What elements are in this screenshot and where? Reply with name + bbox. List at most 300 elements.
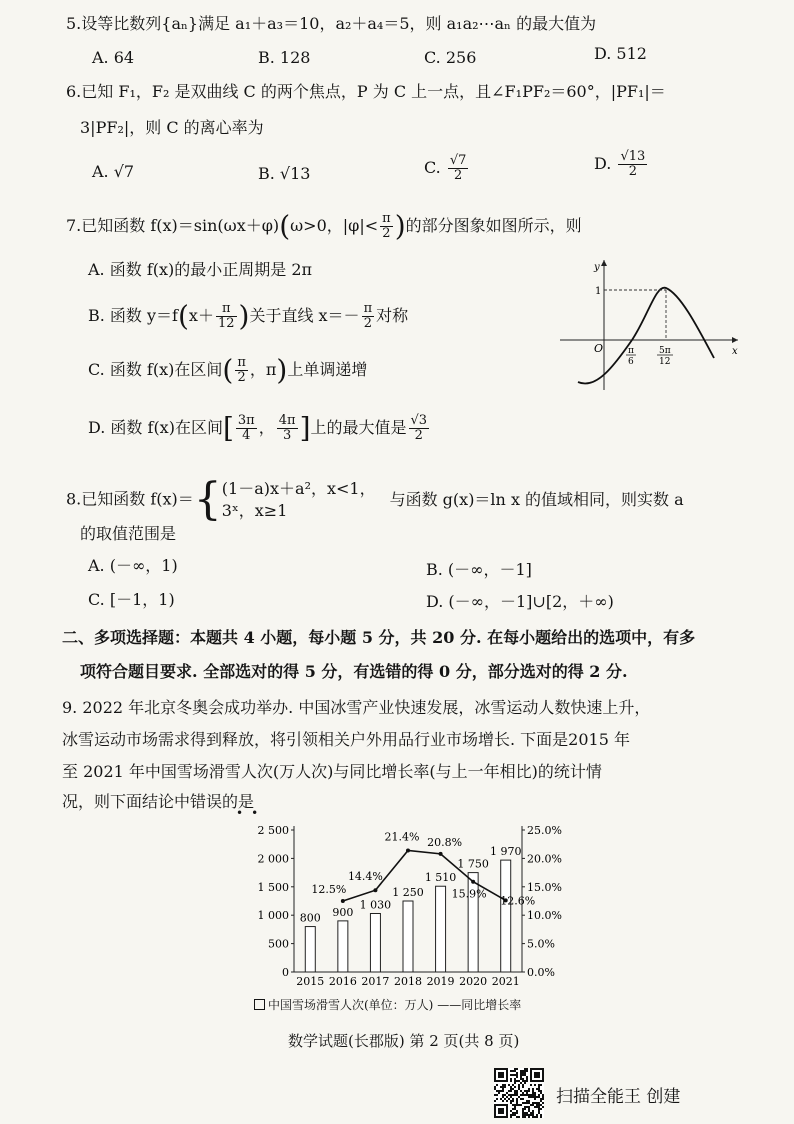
q8-case1: (1－a)x＋a²，x<1，: [221, 479, 376, 498]
q6-option-c-letter: C.: [424, 158, 441, 177]
q9-line2: 冰雪运动市场需求得到释放，将引领相关户外用品行业市场增长. 下面是2015 年: [62, 730, 630, 749]
qr-module: [526, 1068, 528, 1070]
qr-module: [508, 1094, 510, 1096]
q9-line1: 9. 2022 年北京冬奥会成功举办. 中国冰雪产业快速发展，冰雪运动人数快速上升，: [62, 698, 651, 717]
qr-module: [520, 1090, 522, 1092]
bar: [501, 860, 511, 972]
q6-stem-line2: 3|PF₂|，则 C 的离心率为: [80, 118, 264, 137]
qr-module: [520, 1070, 522, 1072]
qr-module: [524, 1114, 526, 1116]
qr-module: [526, 1090, 528, 1092]
q7-b-num: π: [216, 302, 237, 317]
qr-module: [528, 1088, 530, 1090]
q7-sine-graph: [556, 254, 742, 394]
qr-module: [514, 1094, 516, 1096]
qr-module: [540, 1116, 542, 1118]
qr-module: [510, 1110, 512, 1112]
q7-graph-y-label: y: [594, 262, 600, 273]
qr-module: [540, 1098, 542, 1100]
bar: [338, 921, 348, 972]
qr-module: [532, 1116, 534, 1118]
qr-module: [512, 1094, 514, 1096]
bar-value-label: 800: [299, 911, 321, 925]
qr-module: [508, 1098, 510, 1100]
q7-stem-cond: ω>0，|φ|<: [290, 216, 379, 235]
right-tick-label: 20.0%: [527, 852, 562, 866]
left-tick-label: 0: [282, 966, 289, 979]
qr-module: [526, 1112, 528, 1114]
bar-value-label: 1 510: [424, 871, 457, 885]
qr-module: [514, 1106, 516, 1108]
left-tick-label: 1 000: [257, 909, 289, 923]
qr-module: [516, 1076, 518, 1078]
x-tick-label: 2015: [296, 975, 325, 988]
qr-module: [522, 1102, 524, 1104]
qr-module: [540, 1084, 542, 1086]
qr-module: [526, 1076, 528, 1078]
qr-module: [528, 1106, 530, 1108]
qr-module: [512, 1104, 514, 1106]
qr-finder-inner: [534, 1072, 540, 1078]
qr-module: [526, 1100, 528, 1102]
qr-module: [518, 1104, 520, 1106]
q7-b-x-den: 2: [363, 316, 372, 331]
q6-option-d-num: √13: [620, 149, 646, 164]
q5-option-d: D. 512: [594, 44, 647, 63]
qr-module: [534, 1092, 536, 1094]
qr-module: [530, 1112, 532, 1114]
q7-d-bracket-right: ]: [299, 411, 311, 445]
qr-module: [522, 1072, 524, 1074]
qr-module: [502, 1090, 504, 1092]
bar-value-label: 1 750: [457, 857, 489, 871]
bar: [436, 886, 446, 972]
qr-module: [502, 1086, 504, 1088]
q7-stem-post: 的部分图象如图所示，则: [405, 216, 582, 235]
qr-module: [516, 1098, 518, 1100]
qr-finder-inner: [498, 1108, 504, 1114]
q7-option-d-mid: 上的最大值是: [310, 418, 407, 437]
left-tick-label: 500: [268, 937, 289, 951]
q5-option-c: C. 256: [424, 48, 477, 67]
left-tick-label: 1 500: [257, 880, 289, 894]
qr-module: [532, 1088, 534, 1090]
q6-option-a: A. √7: [92, 162, 135, 181]
growth-rate-point: [341, 899, 345, 903]
q7-graph-x2-num: 5π: [659, 346, 671, 356]
qr-module: [502, 1088, 504, 1090]
qr-module: [530, 1096, 532, 1098]
qr-module: [510, 1070, 512, 1072]
growth-rate-point: [471, 880, 475, 884]
qr-module: [542, 1098, 544, 1100]
right-tick-label: 25.0%: [527, 824, 562, 837]
qr-module: [540, 1092, 542, 1094]
qr-module: [514, 1092, 516, 1094]
qr-module: [510, 1074, 512, 1076]
qr-module: [542, 1106, 544, 1108]
qr-module: [526, 1080, 528, 1082]
q6-option-c-num: √7: [449, 153, 467, 168]
q7-graph-max-label: 1: [595, 286, 602, 297]
qr-module: [494, 1094, 496, 1096]
qr-module: [530, 1104, 532, 1106]
growth-rate-label: 15.9%: [451, 887, 487, 901]
q8-stem-post: 与函数 g(x)＝ln x 的值域相同，则实数 a: [389, 489, 684, 509]
qr-module: [504, 1094, 506, 1096]
q8-stem-pre: 8.已知函数 f(x)＝: [66, 489, 194, 509]
qr-module: [536, 1114, 538, 1116]
qr-module: [538, 1110, 540, 1112]
qr-module: [524, 1108, 526, 1110]
qr-module: [534, 1094, 536, 1096]
qr-module: [542, 1102, 544, 1104]
qr-module: [512, 1108, 514, 1110]
qr-module: [540, 1090, 542, 1092]
qr-module: [510, 1102, 512, 1104]
q7-c-fraction: [235, 356, 248, 385]
qr-module: [522, 1092, 524, 1094]
q7-option-c: [88, 353, 368, 387]
qr-module: [534, 1096, 536, 1098]
qr-module: [524, 1074, 526, 1076]
right-tick-label: 10.0%: [527, 909, 562, 923]
x-tick-label: 2018: [394, 975, 422, 988]
qr-module: [496, 1084, 498, 1086]
q7-c-num: π: [237, 355, 246, 370]
qr-module: [532, 1102, 534, 1104]
q7-d-bracket-left: [: [222, 411, 234, 445]
q7-d-v-num: √3: [410, 413, 428, 428]
qr-module: [540, 1100, 542, 1102]
q7-paren-left: (: [279, 209, 291, 243]
qr-module: [520, 1098, 522, 1100]
qr-module: [520, 1072, 522, 1074]
qr-module: [510, 1090, 512, 1092]
qr-module: [528, 1108, 530, 1110]
qr-module: [504, 1084, 506, 1086]
qr-module: [530, 1094, 532, 1096]
q7-graph-x2-den: 12: [659, 357, 671, 367]
qr-module: [538, 1084, 540, 1086]
growth-rate-label: 14.4%: [347, 870, 383, 884]
q7-graph-x-label: x: [732, 346, 738, 357]
q7-c-paren-right: ): [276, 353, 288, 387]
q7-b-paren-right: ): [238, 299, 250, 333]
q7-d-b-num: 4π: [278, 413, 296, 428]
qr-module: [522, 1114, 524, 1116]
qr-module: [540, 1104, 542, 1106]
qr-module: [496, 1098, 498, 1100]
section2-heading-line2: 项符合题目要求. 全部选对的得 5 分，有选错的得 0 分，部分选对的得 2 分.: [80, 662, 628, 681]
bar-value-label: 1 030: [359, 898, 392, 912]
q7-d-a-fraction: [236, 414, 257, 443]
q7-option-d-pre: D. 函数 f(x)在区间: [88, 418, 223, 437]
qr-module: [522, 1078, 524, 1080]
qr-module: [506, 1100, 508, 1102]
qr-module: [532, 1092, 534, 1094]
qr-module: [524, 1070, 526, 1072]
qr-module: [532, 1090, 534, 1092]
qr-module: [522, 1116, 524, 1118]
x-tick-label: 2021: [491, 975, 520, 988]
qr-module: [528, 1116, 530, 1118]
qr-module: [532, 1094, 534, 1096]
qr-module: [522, 1108, 524, 1110]
qr-module: [514, 1114, 516, 1116]
qr-module: [512, 1084, 514, 1086]
x-tick-label: 2016: [328, 975, 357, 988]
qr-module: [526, 1070, 528, 1072]
q7-d-v-fraction: [409, 414, 430, 443]
qr-module: [520, 1076, 522, 1078]
qr-module: [534, 1106, 536, 1108]
qr-module: [532, 1114, 534, 1116]
qr-module: [518, 1096, 520, 1098]
qr-module: [538, 1112, 540, 1114]
growth-rate-point: [406, 848, 410, 852]
qr-module: [512, 1070, 514, 1072]
qr-module: [528, 1102, 530, 1104]
q7-graph-origin: O: [594, 342, 604, 355]
qr-module: [538, 1106, 540, 1108]
qr-module: [524, 1068, 526, 1070]
q7-paren-right: ): [394, 209, 406, 243]
qr-module: [520, 1082, 522, 1084]
qr-module: [510, 1096, 512, 1098]
qr-module: [532, 1096, 534, 1098]
right-tick-label: 0.0%: [527, 966, 555, 979]
qr-module: [524, 1090, 526, 1092]
qr-module: [522, 1098, 524, 1100]
qr-module: [502, 1096, 504, 1098]
growth-rate-label: 20.8%: [427, 835, 463, 849]
qr-module: [532, 1112, 534, 1114]
x-tick-label: 2020: [459, 975, 488, 988]
qr-module: [494, 1086, 496, 1088]
qr-module: [528, 1100, 530, 1102]
qr-module: [526, 1106, 528, 1108]
qr-module: [506, 1096, 508, 1098]
qr-module: [516, 1100, 518, 1102]
qr-module: [524, 1082, 526, 1084]
qr-module: [522, 1110, 524, 1112]
qr-module: [540, 1108, 542, 1110]
qr-module: [528, 1090, 530, 1092]
qr-module: [512, 1074, 514, 1076]
qr-module: [516, 1074, 518, 1076]
left-tick-label: 2 000: [257, 852, 289, 866]
page-footer: 数学试题(长郡版) 第 2 页(共 8 页): [288, 1032, 520, 1050]
qr-module: [524, 1094, 526, 1096]
qr-module: [512, 1114, 514, 1116]
bar: [370, 913, 380, 972]
q7-cond-den: 2: [382, 226, 391, 241]
q7-cond-num: π: [382, 211, 391, 226]
q8-cases: [222, 478, 376, 522]
qr-code-icon: [494, 1068, 544, 1118]
qr-module: [502, 1084, 504, 1086]
q5-stem: 5.设等比数列{aₙ}满足 a₁＋a₃＝10，a₂＋a₄＝5，则 a₁a₂⋯aₙ 的最大值为: [66, 14, 597, 33]
qr-module: [538, 1088, 540, 1090]
qr-module: [526, 1092, 528, 1094]
qr-module: [522, 1086, 524, 1088]
bar-value-label: 1 250: [392, 886, 424, 899]
bar: [403, 901, 413, 972]
growth-rate-label: 21.4%: [384, 830, 420, 844]
qr-module: [516, 1104, 518, 1106]
qr-module: [528, 1110, 530, 1112]
qr-module: [514, 1080, 516, 1082]
q7-option-b-pre: B. 函数 y＝f: [88, 306, 178, 325]
q7-option-b-in: x＋: [188, 306, 214, 325]
qr-module: [512, 1112, 514, 1114]
qr-module: [516, 1068, 518, 1070]
qr-module: [514, 1070, 516, 1072]
qr-finder-inner: [498, 1072, 504, 1078]
qr-module: [528, 1096, 530, 1098]
q6-option-c: [424, 154, 470, 183]
qr-module: [514, 1082, 516, 1084]
qr-module: [526, 1094, 528, 1096]
qr-module: [522, 1074, 524, 1076]
q7-option-a: A. 函数 f(x)的最小正周期是 2π: [88, 260, 313, 279]
q7-stem: [66, 209, 582, 243]
qr-module: [520, 1104, 522, 1106]
qr-module: [514, 1086, 516, 1088]
qr-module: [538, 1104, 540, 1106]
qr-module: [504, 1086, 506, 1088]
qr-module: [514, 1104, 516, 1106]
q7-option-c-b: ，π: [249, 360, 277, 379]
qr-module: [522, 1070, 524, 1072]
qr-module: [516, 1102, 518, 1104]
q7-d-a-num: 3π: [237, 413, 255, 428]
q7-b-fraction: [216, 302, 237, 331]
qr-module: [516, 1110, 518, 1112]
qr-module: [496, 1094, 498, 1096]
bar-value-label: 1 970: [489, 845, 522, 859]
q7-d-b-den: 3: [283, 428, 292, 443]
qr-module: [534, 1102, 536, 1104]
qr-module: [514, 1068, 516, 1070]
qr-module: [524, 1080, 526, 1082]
qr-module: [518, 1086, 520, 1088]
qr-module: [526, 1114, 528, 1116]
qr-module: [500, 1086, 502, 1088]
qr-module: [494, 1100, 496, 1102]
q9-emphasis-dots: ••: [236, 806, 267, 820]
qr-module: [534, 1098, 536, 1100]
q7-d-v-den: 2: [414, 428, 423, 443]
q6-option-d-letter: D.: [594, 154, 612, 173]
qr-module: [524, 1072, 526, 1074]
qr-module: [498, 1090, 500, 1092]
q7-c-paren-left: (: [222, 353, 234, 387]
qr-module: [510, 1086, 512, 1088]
q9-line4: 况，则下面结论中错误的是: [62, 792, 255, 811]
legend-bar-label: 中国雪场滑雪人次(单位：万人): [268, 998, 434, 1012]
q7-option-b: [88, 299, 409, 333]
q6-option-d: [594, 150, 649, 179]
qr-module: [536, 1104, 538, 1106]
q6-stem-line1: 6.已知 F₁，F₂ 是双曲线 C 的两个焦点，P 为 C 上一点，且∠F₁PF₂＝60°，|PF₁|＝: [66, 82, 666, 101]
qr-module: [516, 1080, 518, 1082]
qr-module: [518, 1088, 520, 1090]
qr-module: [514, 1078, 516, 1080]
qr-module: [542, 1094, 544, 1096]
qr-module: [502, 1100, 504, 1102]
scanner-watermark: 扫描全能王 创建: [556, 1087, 681, 1107]
qr-module: [540, 1114, 542, 1116]
q7-option-c-post: 上单调递增: [287, 360, 368, 379]
q7-b-den: 12: [217, 316, 235, 331]
qr-module: [516, 1072, 518, 1074]
qr-module: [532, 1110, 534, 1112]
growth-rate-point: [373, 888, 377, 892]
q7-c-den: 2: [237, 370, 246, 385]
qr-module: [536, 1106, 538, 1108]
qr-module: [510, 1114, 512, 1116]
qr-module: [536, 1096, 538, 1098]
qr-module: [510, 1078, 512, 1080]
qr-module: [500, 1090, 502, 1092]
growth-rate-label: 12.6%: [500, 894, 536, 908]
q8-option-d: D. (－∞，－1]∪[2，＋∞): [426, 592, 614, 611]
q7-option-b-post: 对称: [376, 306, 409, 325]
qr-module: [514, 1112, 516, 1114]
qr-module: [538, 1090, 540, 1092]
q9-bar-line-chart: [240, 820, 570, 1020]
qr-module: [524, 1116, 526, 1118]
qr-module: [536, 1088, 538, 1090]
q7-b-x-num: π: [363, 301, 373, 316]
qr-module: [514, 1074, 516, 1076]
qr-module: [522, 1094, 524, 1096]
qr-module: [518, 1080, 520, 1082]
q6-option-c-den: 2: [454, 168, 463, 183]
qr-module: [538, 1108, 540, 1110]
qr-module: [500, 1098, 502, 1100]
qr-module: [530, 1114, 532, 1116]
legend-bar-swatch: [254, 999, 265, 1010]
qr-module: [534, 1084, 536, 1086]
qr-module: [522, 1112, 524, 1114]
qr-module: [524, 1102, 526, 1104]
qr-module: [528, 1114, 530, 1116]
qr-module: [510, 1080, 512, 1082]
qr-module: [514, 1090, 516, 1092]
qr-module: [494, 1088, 496, 1090]
growth-rate-label: 12.5%: [311, 883, 347, 896]
right-tick-label: 5.0%: [527, 937, 555, 951]
qr-module: [504, 1098, 506, 1100]
q7-option-b-mid: 关于直线 x＝－: [249, 306, 360, 325]
right-tick-label: 15.0%: [527, 880, 562, 894]
qr-module: [520, 1094, 522, 1096]
qr-module: [532, 1104, 534, 1106]
qr-module: [518, 1084, 520, 1086]
qr-module: [516, 1094, 518, 1096]
q7-graph-x1-num: π: [628, 346, 634, 356]
qr-module: [512, 1100, 514, 1102]
qr-module: [510, 1100, 512, 1102]
qr-module: [538, 1086, 540, 1088]
qr-module: [522, 1084, 524, 1086]
qr-module: [498, 1092, 500, 1094]
q7-d-b-fraction: [277, 414, 298, 443]
qr-module: [510, 1094, 512, 1096]
